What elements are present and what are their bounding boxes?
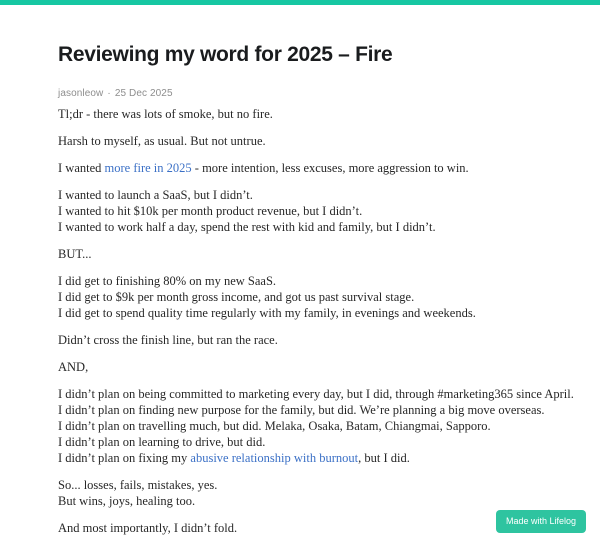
- paragraph-text: , but I did.: [358, 451, 410, 466]
- paragraph-text: Tl;dr - there was lots of smoke, but no fire.: [58, 107, 273, 122]
- paragraph-text: I didn’t plan on learning to drive, but did.: [58, 435, 266, 450]
- paragraph-line: [58, 477, 586, 493]
- post-paragraph: [58, 106, 586, 122]
- paragraph-text: BUT...: [58, 247, 92, 262]
- paragraph-text: I did get to $9k per month gross income, and got us past survival stage.: [58, 290, 415, 305]
- paragraph-text: Harsh to myself, as usual. But not untrue.: [58, 134, 266, 149]
- paragraph-line: [58, 332, 586, 348]
- paragraph-line: [58, 160, 586, 176]
- post-article: [0, 5, 600, 536]
- paragraph-text: I didn’t plan on fixing my: [58, 451, 191, 466]
- paragraph-text: I didn’t plan on being committed to marketing every day, but I did, through #marketing365 since April.: [58, 387, 574, 402]
- paragraph-line: [58, 305, 586, 321]
- paragraph-line: [58, 450, 586, 466]
- post-paragraph: [58, 477, 586, 509]
- paragraph-line: [58, 273, 586, 289]
- byline-separator: ·: [107, 88, 111, 100]
- paragraph-text: I didn’t plan on finding new purpose for the family, but did. We’re planning a big move overseas.: [58, 403, 545, 418]
- paragraph-line: [58, 289, 586, 305]
- paragraph-text: AND,: [58, 360, 89, 375]
- inline-link[interactable]: more fire in 2025: [104, 161, 192, 176]
- paragraph-line: [58, 434, 586, 450]
- post-title: Reviewing my word for 2025 – Fire: [58, 43, 393, 66]
- post-paragraph: [58, 246, 586, 262]
- post-paragraph: [58, 332, 586, 348]
- paragraph-text: I wanted: [58, 161, 105, 176]
- paragraph-text: I wanted to hit $10k per month product revenue, but I didn’t.: [58, 204, 363, 219]
- paragraph-text: - more intention, less excuses, more aggression to win.: [191, 161, 469, 176]
- paragraph-line: [58, 187, 586, 203]
- post-body: [58, 106, 586, 536]
- paragraph-line: [58, 219, 586, 235]
- author-name: jasonleow: [58, 88, 104, 100]
- paragraph-line: [58, 402, 586, 418]
- made-with-lifelog-badge[interactable]: Made with Lifelog: [496, 510, 586, 533]
- paragraph-text: And most importantly, I didn’t fold.: [58, 521, 238, 536]
- paragraph-text: So... losses, fails, mistakes, yes.: [58, 478, 218, 493]
- paragraph-line: [58, 359, 586, 375]
- post-paragraph: [58, 273, 586, 321]
- paragraph-text: But wins, joys, healing too.: [58, 494, 196, 509]
- paragraph-line: [58, 418, 586, 434]
- post-date: 25 Dec 2025: [114, 88, 173, 100]
- paragraph-line: [58, 106, 586, 122]
- paragraph-text: I wanted to work half a day, spend the rest with kid and family, but I didn’t.: [58, 220, 436, 235]
- paragraph-text: I didn’t plan on travelling much, but did. Melaka, Osaka, Batam, Chiangmai, Sapporo.: [58, 419, 491, 434]
- paragraph-line: [58, 133, 586, 149]
- post-paragraph: [58, 187, 586, 235]
- paragraph-text: I did get to finishing 80% on my new SaaS.: [58, 274, 277, 289]
- paragraph-text: I wanted to launch a SaaS, but I didn’t.: [58, 188, 253, 203]
- paragraph-line: [58, 203, 586, 219]
- post-paragraph: [58, 359, 586, 375]
- paragraph-line: [58, 386, 586, 402]
- post-paragraph: [58, 160, 586, 176]
- paragraph-text: Didn’t cross the finish line, but ran the race.: [58, 333, 278, 348]
- post-byline: [58, 88, 586, 99]
- inline-link[interactable]: abusive relationship with burnout: [190, 451, 359, 466]
- post-paragraph: [58, 386, 586, 466]
- post-paragraph: [58, 133, 586, 149]
- paragraph-line: [58, 246, 586, 262]
- paragraph-text: I did get to spend quality time regularly with my family, in evenings and weekends.: [58, 306, 476, 321]
- paragraph-line: [58, 493, 586, 509]
